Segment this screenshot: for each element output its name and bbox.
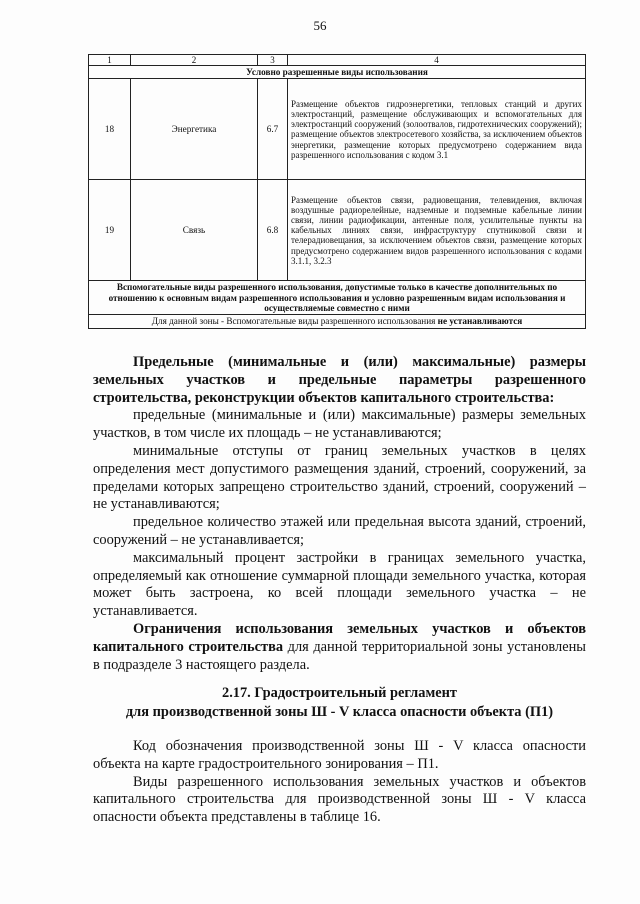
row-number: 19	[89, 180, 131, 281]
header-col-4: 4	[288, 55, 586, 66]
limits-heading: Предельные (минимальные и (или) максимальные) размеры земельных участков и предельные параметры разрешенного строительства, реконструкции объектов капитального строительства:	[93, 354, 586, 406]
auxiliary-note-cell	[89, 315, 586, 328]
section-heading	[93, 684, 586, 722]
restrictions-paragraph	[93, 621, 586, 674]
limits-item: минимальные отступы от границ земельных участков в целях определения мест допустимого размещения зданий, строений, сооружений, за пределами которых запрещено строительство зданий, строений, сооружений – не устанавливаются;	[93, 442, 586, 513]
use-code: 6.7	[258, 79, 288, 180]
use-description: Размещение объектов гидроэнергетики, тепловых станций и других электростанций, размещение обслуживающих и вспомогательных для электростанций сооружений (золоотвалов, гидротехнических сооружений); размещение объектов электросетевого хозяйства, за исключением объектов энергетики, размещение которых предусмотрено содержанием вида разрешенного использования с кодом 3.1	[288, 79, 586, 180]
limits-item: предельное количество этажей или предельная высота зданий, строений, сооружений – не устанавливается;	[93, 514, 586, 548]
auxiliary-note-row	[89, 315, 586, 328]
limits-item: максимальный процент застройки в границах земельного участка, определяемый как отношение суммарной площади земельного участка, которая может быть застроена, ко всей площади земельного участка – не устанавливается.	[93, 549, 586, 620]
use-name: Связь	[131, 180, 258, 281]
section-body	[93, 738, 586, 827]
auxiliary-note-bold: не устанавливаются	[437, 316, 523, 327]
restrictions-bold: Ограничения использования земельных участков и объектов капитального строительства	[93, 620, 586, 655]
auxiliary-note-prefix: Для данной зоны - Вспомогательные виды разрешенного использования	[151, 316, 438, 327]
use-name: Энергетика	[131, 79, 258, 180]
land-use-table	[88, 54, 586, 329]
page-number: 56	[313, 18, 327, 33]
table-row	[89, 180, 586, 281]
section-title-line2: для производственной зоны Ш - V класса опасности объекта (П1)	[125, 704, 554, 720]
auxiliary-title-row	[89, 281, 586, 315]
row-number: 18	[89, 79, 131, 180]
header-col-1: 1	[89, 55, 131, 66]
table-row	[89, 79, 586, 180]
limits-item: предельные (минимальные и (или) максимальные) размеры земельных участков, в том числе их площадь – не устанавливаются;	[93, 407, 586, 442]
restrictions-rest: для данной территориальной зоны установлены в подразделе 3 настоящего раздела.	[93, 638, 586, 673]
auxiliary-title-cell: Вспомогательные виды разрешенного использования, допустимые только в качестве дополнительных по отношению к основным видам разрешенного использования и условно разрешенным видам использования и осуществляемые совместно с ними	[89, 281, 586, 315]
header-col-2: 2	[131, 55, 258, 66]
section-title-cell: Условно разрешенные виды использования	[89, 66, 586, 79]
section-title-line1: 2.17. Градостроительный регламент	[222, 685, 457, 701]
header-col-3: 3	[258, 55, 288, 66]
use-description: Размещение объектов связи, радиовещания, телевидения, включая воздушные радиорелейные, надземные и подземные кабельные линии связи, линии радиофикации, антенные поля, усилительные пункты на кабельных линиях связи, инфраструктуру спутниковой связи и телерадиовещания, за исключением объектов связи, размещение которых предусмотрено содержанием видов разрешенного использования с кодами 3.1.1, 3.2.3	[288, 180, 586, 281]
table-header-row	[89, 55, 586, 66]
section-title-row	[89, 66, 586, 79]
section-paragraph: Код обозначения производственной зоны Ш - V класса опасности объекта на карте градостроительного зонирования – П1.	[93, 738, 586, 772]
limits-block	[93, 354, 586, 674]
use-code: 6.8	[258, 180, 288, 281]
section-paragraph: Виды разрешенного использования земельных участков и объектов капитального строительства для производственной зоны Ш - V класса опасности объекта представлены в таблице 16.	[93, 773, 586, 826]
